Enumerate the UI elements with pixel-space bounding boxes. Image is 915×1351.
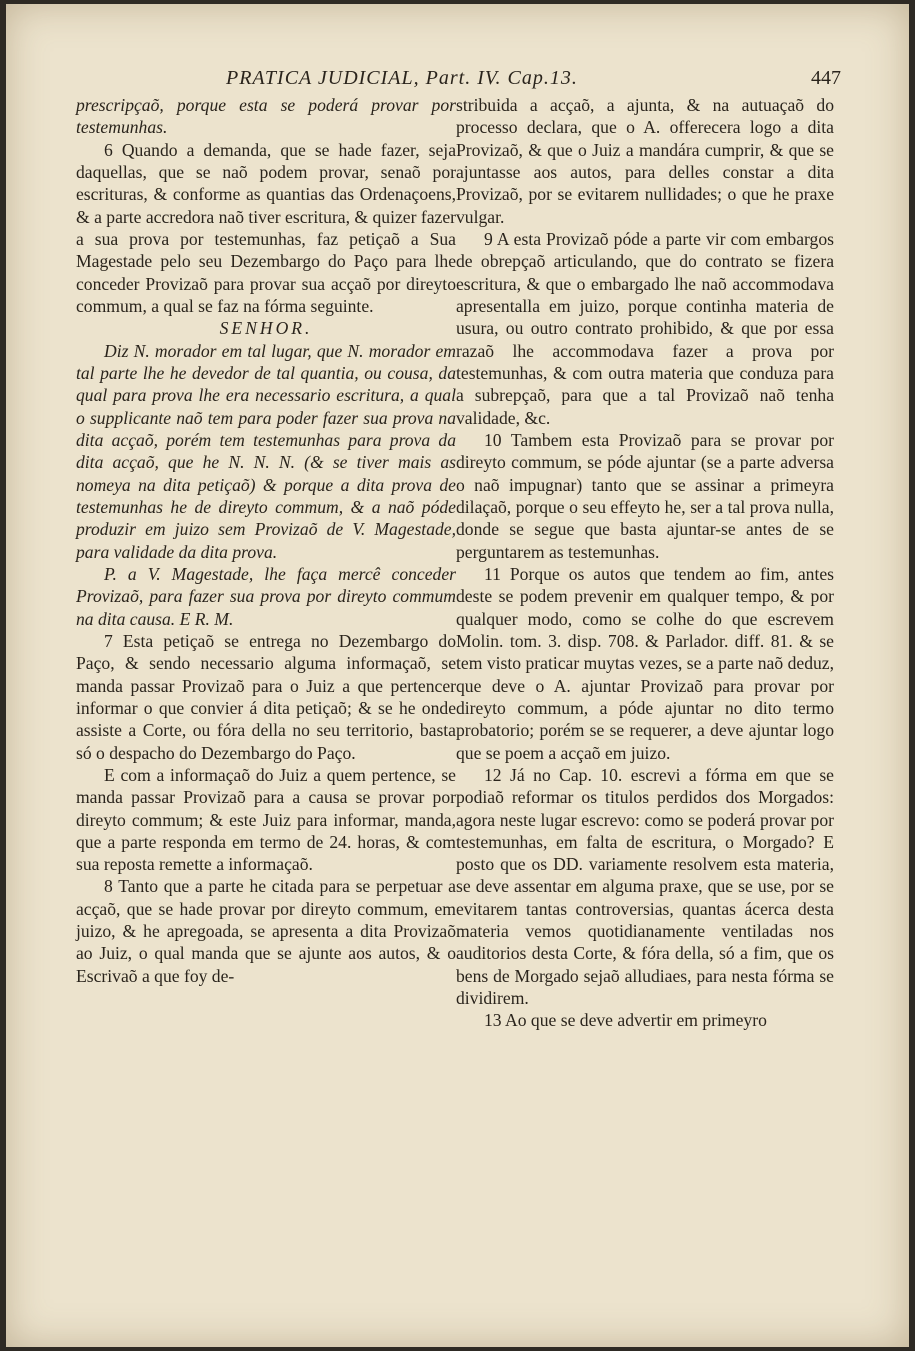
petition-text: Diz N. morador em tal lugar, que N. morador em tal parte lhe he devedor de tal quantia, ou cousa, da qual para prova lhe era necessario escritura, a qual o supplicante naõ tem para poder fazer sua prova na dita acçaõ, porém tem testemunhas para prova da dita acçaõ, que he N. N. N. (& se tiver mais as nomeya na dita petiçaõ) & porque a dita prova de testemunhas he de direyto commum, & a naõ póde produzir em juizo sem Provizaõ de V. Magestade, para validade da dita prova. xyxy=(76,340,456,562)
paragraph: 10 Tambem esta Provizaõ para se provar por direyto commum, se póde ajuntar (se a parte adversa o naõ impugnar) tanto que se assinar a primeyra dilaçaõ, porque o seu effeyto he, ser a tal prova nulla, donde se segue que basta ajuntar-se antes de se perguntarem as testemunhas. xyxy=(456,429,834,562)
petition-salutation: SENHOR. xyxy=(219,318,313,339)
paragraph: 13 Ao que se deve advertir em primeyro xyxy=(484,1010,767,1031)
paragraph: 12 Já no Cap. 10. escrevi a fórma em que se podiaõ reformar os titulos perdidos dos Morgados: agora neste lugar escrevo: como se poderá provar por testemunhas, em falta de escritura, o Morgado? E posto que os DD. variamente resolvem esta materia, se deve assentar em alguma praxe, que se use, por se evitarem tantas controversias, quantas ácerca desta materia vemos quotidianamente ventiladas nos auditorios desta Corte, & fóra della, só a fim, que os bens de Morgado sejaõ alludiaes, para nesta fórma se dividirem. xyxy=(456,764,834,1009)
left-column xyxy=(76,94,456,987)
paragraph: 7 Esta petiçaõ se entrega no Dezembargo do Paço, & sendo necessario alguma informaçaõ, se manda passar Provizaõ para o Juiz a que pertencer informar o que convier á dita petiçaõ; & se he onde assiste a Corte, ou fóra della no seu territorio, basta só o despacho do Dezembargo do Paço. xyxy=(76,630,456,763)
paragraph: 9 A esta Provizaõ póde a parte vir com embargos de obrepçaõ articulando, que do contrato se fizera escritura, & que o embargado lhe naõ accommodava apresentalla em juizo, porque continha materia de usura, ou outro contrato prohibido, & que por essa razaõ lhe accommodava fazer a prova por testemunhas, & com outra materia que conduza para a subrepçaõ, para que a tal Provizaõ naõ tenha validade, &c. xyxy=(456,228,834,428)
paragraph: stribuida a acçaõ, a ajunta, & na autuaçaõ do processo declara, que o A. offerecera logo a dita Provizaõ, & que o Juiz a mandára cumprir, & que se ajuntasse aos autos, para delles constar a dita Provizaõ, por se evitarem nullidades; o que he praxe vulgar. xyxy=(456,95,834,227)
running-header xyxy=(226,67,841,97)
paragraph: 8 Tanto que a parte he citada para se perpetuar a acçaõ, que se hade provar por direyto commum, em juizo, & he apregoada, se apresenta a dita Provizaõ ao Juiz, o qual manda que se ajunte aos autos, & o Escrivaõ a que foy de- xyxy=(76,876,456,986)
running-title: PRATICA JUDICIAL, Part. IV. Cap.13. xyxy=(226,67,578,89)
page-number: 447 xyxy=(811,67,841,89)
book-page xyxy=(6,4,909,1347)
paragraph: 6 Quando a demanda, que se hade fazer, seja daquellas, que se naõ podem provar, senaõ por escrituras, & conforme as quantias das Ordenaçoens, & a parte accredora naõ tiver escritura, & quizer fazer a sua prova por testemunhas, faz petiçaõ a Sua Magestade pelo seu Dezembargo do Paço para lhe conceder Provizaõ para provar sua acçaõ por direyto commum, a qual se faz na fórma seguinte. xyxy=(76,139,456,316)
paragraph: 11 Porque os autos que tendem ao fim, antes deste se podem prevenir em qualquer tempo, & por qualquer modo, como se colhe do que escrevem Molin. tom. 3. disp. 708. & Parlador. diff. 81. & se tem visto praticar muytas vezes, se a parte naõ deduz, que deve o A. ajuntar Provizaõ para provar por direyto commum, a póde ajuntar no dito termo probatorio; porém se se requerer, a deve ajuntar logo que se poem a acçaõ em juizo. xyxy=(456,563,834,763)
right-column xyxy=(456,94,834,1032)
paragraph: prescripçaõ, porque esta se poderá provar por testemunhas. xyxy=(76,95,456,138)
petition-closing: P. a V. Magestade, lhe faça mercê conceder Provizaõ, para fazer sua prova por direyto commum na dita causa. E R. M. xyxy=(76,563,456,629)
paragraph: E com a informaçaõ do Juiz a quem pertence, se manda passar Provizaõ para a causa se provar por direyto commum; & este Juiz para informar, manda, que a parte responda em termo de 24. horas, & com sua reposta remette a informaçaõ. xyxy=(76,764,456,875)
